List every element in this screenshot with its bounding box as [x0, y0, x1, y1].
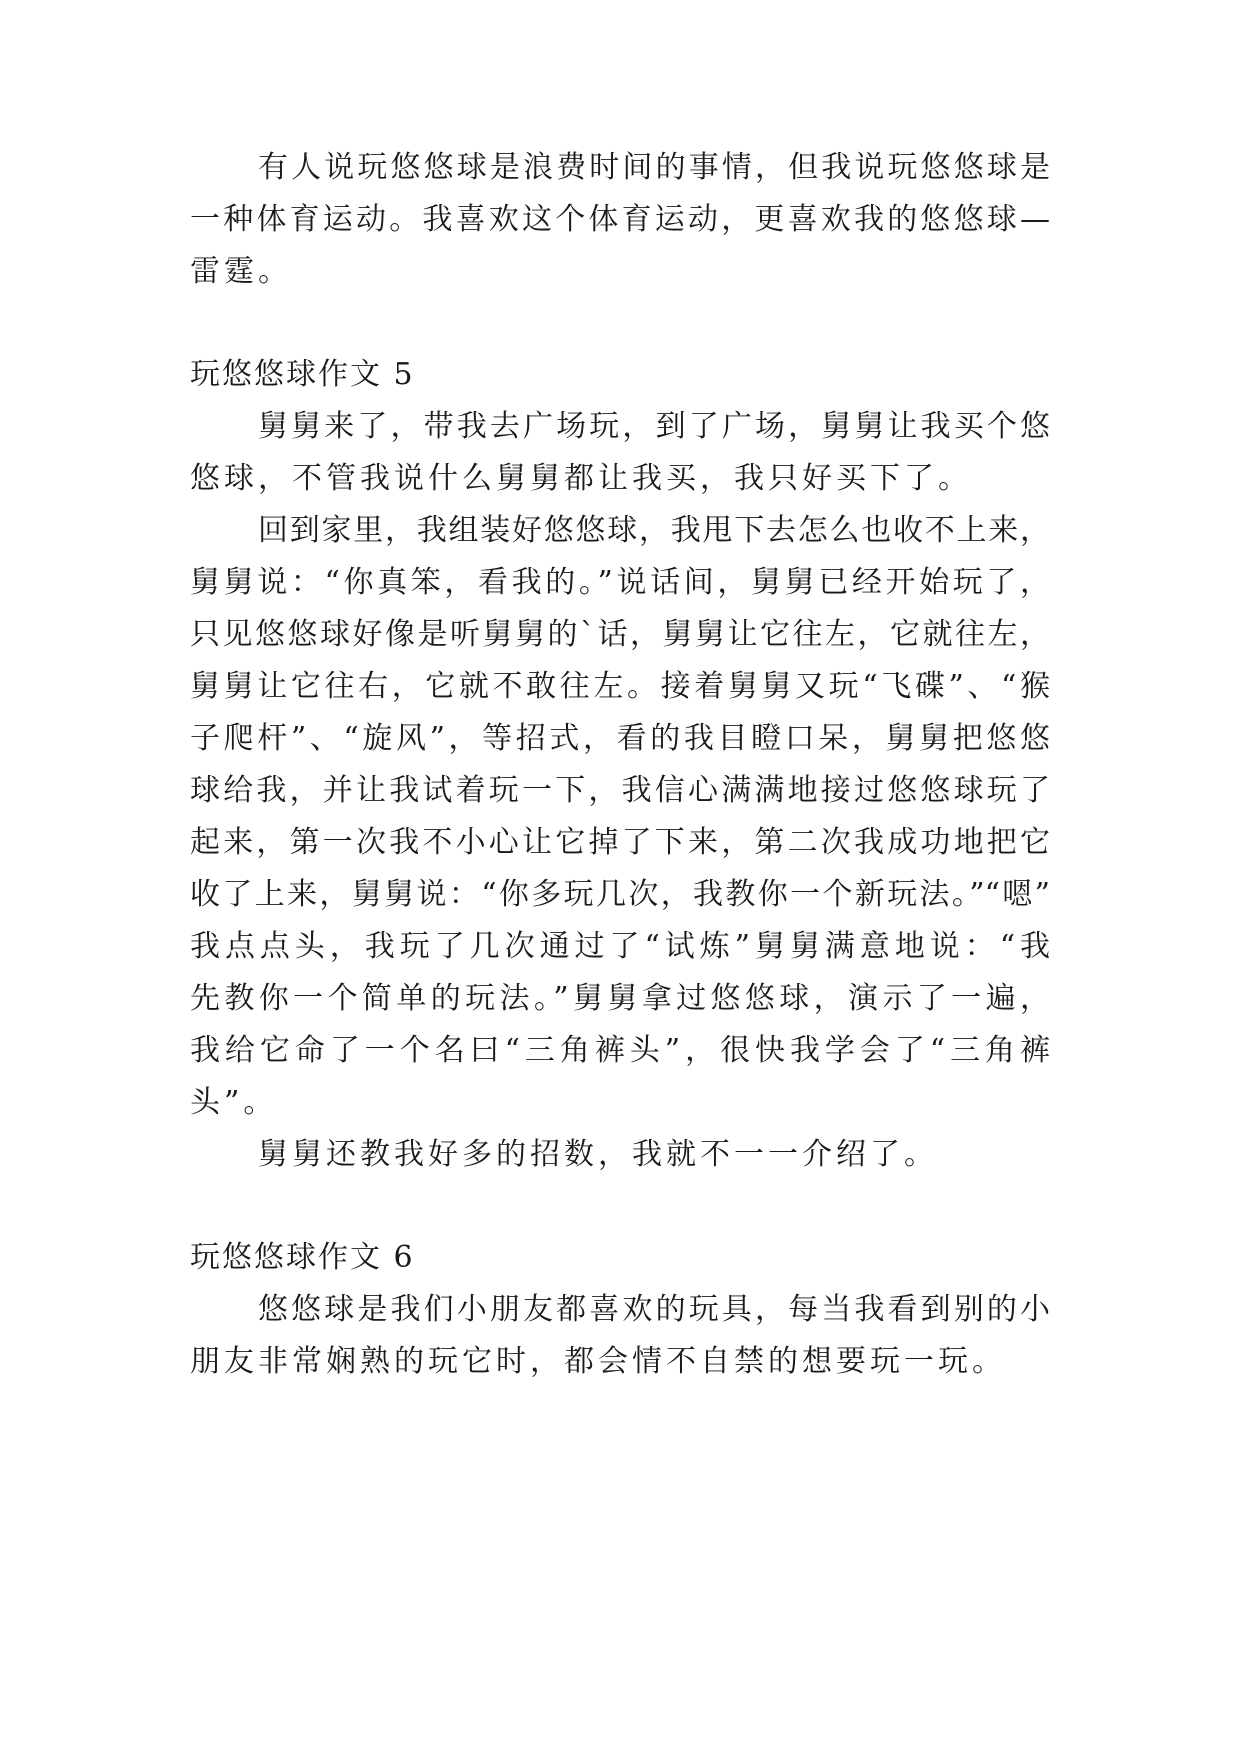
paragraph-line: 舅舅让它往右，它就不敢往左。接着舅舅又玩“飞碟”、“猴	[190, 669, 1050, 704]
section-heading: 玩悠悠球作文 5	[190, 357, 415, 392]
paragraph-line: 朋友非常娴熟的玩它时，都会情不自禁的想要玩一玩。	[190, 1344, 1006, 1379]
paragraph-line: 舅舅来了，带我去广场玩，到了广场，舅舅让我买个悠	[258, 409, 1050, 444]
paragraph-line: 起来，第一次我不小心让它掉了下来，第二次我成功地把它	[190, 825, 1050, 860]
paragraph-line: 有人说玩悠悠球是浪费时间的事情，但我说玩悠悠球是	[258, 150, 1050, 185]
paragraph-line: 雷霆。	[190, 254, 292, 289]
paragraph-line: 悠悠球是我们小朋友都喜欢的玩具，每当我看到别的小	[258, 1292, 1050, 1327]
paragraph-line: 球给我，并让我试着玩一下，我信心满满地接过悠悠球玩了	[190, 773, 1050, 808]
paragraph-line: 先教你一个简单的玩法。”舅舅拿过悠悠球，演示了一遍，	[190, 981, 1050, 1016]
paragraph-line: 我点点头，我玩了几次通过了“试炼”舅舅满意地说：“我	[190, 929, 1050, 964]
paragraph-line: 一种体育运动。我喜欢这个体育运动，更喜欢我的悠悠球—	[190, 202, 1050, 237]
paragraph-line: 子爬杆”、“旋风”，等招式，看的我目瞪口呆，舅舅把悠悠	[190, 721, 1050, 756]
paragraph-line: 头”。	[190, 1085, 278, 1120]
paragraph-line: 舅舅说：“你真笨，看我的。”说话间，舅舅已经开始玩了，	[190, 565, 1050, 600]
paragraph-line: 悠球，不管我说什么舅舅都让我买，我只好买下了。	[190, 461, 972, 496]
paragraph-line: 收了上来，舅舅说：“你多玩几次，我教你一个新玩法。”“嗯”	[190, 877, 1050, 912]
paragraph-line: 只见悠悠球好像是听舅舅的`话，舅舅让它往左，它就往左，	[190, 617, 1050, 652]
paragraph-line: 舅舅还教我好多的招数，我就不一一介绍了。	[258, 1137, 938, 1172]
paragraph-line: 我给它命了一个名曰“三角裤头”，很快我学会了“三角裤	[190, 1033, 1050, 1068]
section-heading: 玩悠悠球作文 6	[190, 1240, 415, 1275]
paragraph-line: 回到家里，我组装好悠悠球，我甩下去怎么也收不上来，	[258, 513, 1050, 548]
